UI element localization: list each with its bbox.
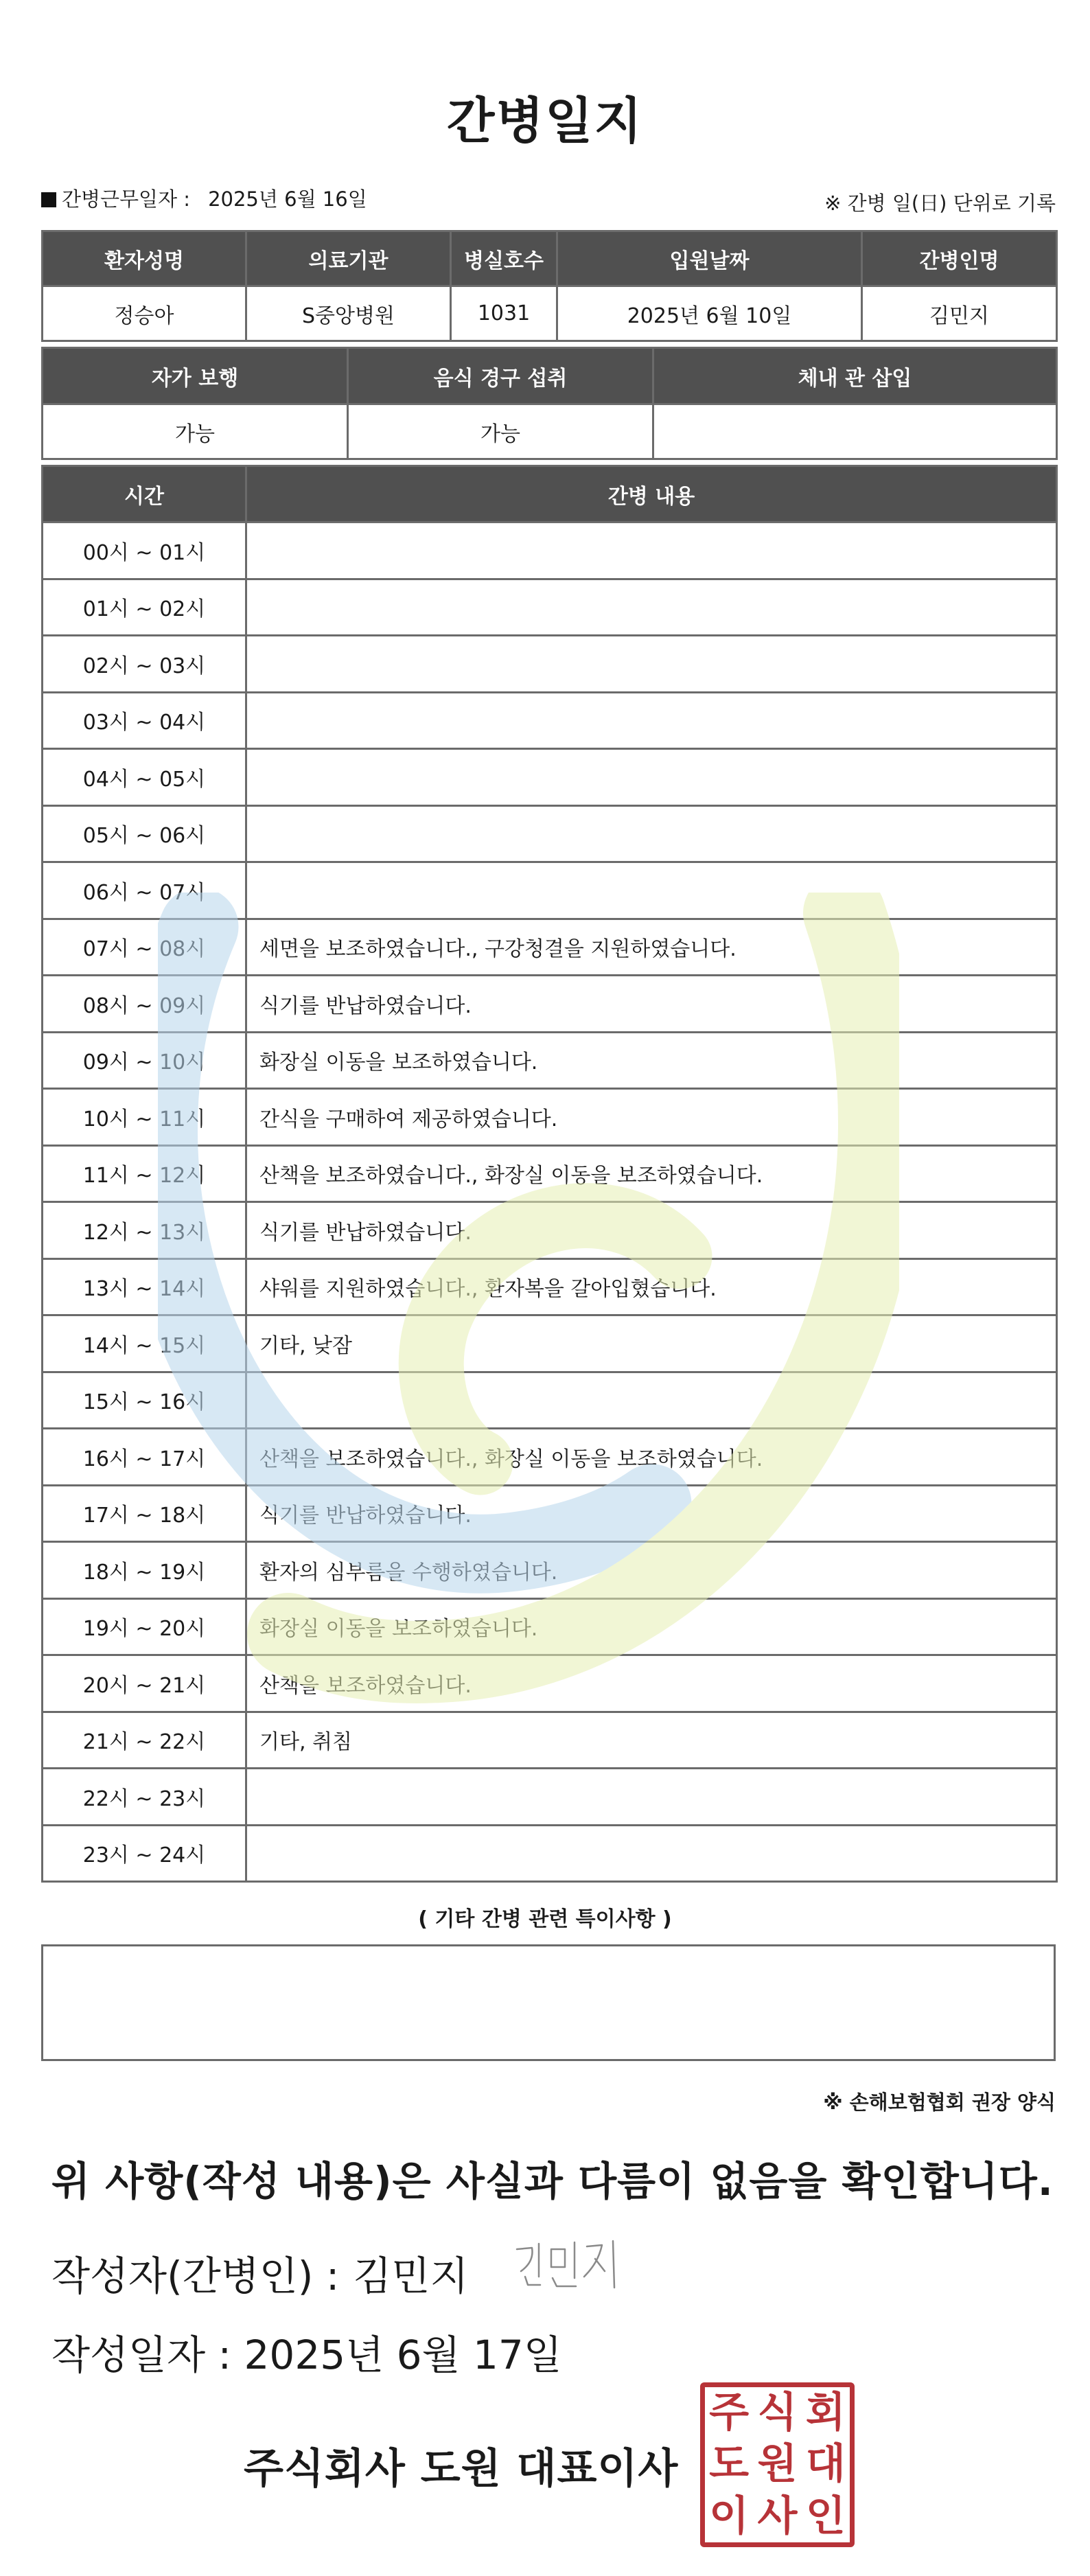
care-content xyxy=(246,1825,1057,1882)
room-number: 1031 xyxy=(451,286,557,341)
table-row xyxy=(43,1712,1057,1769)
time-slot: 20시 ~ 21시 xyxy=(43,1655,246,1712)
table-row xyxy=(43,805,1057,862)
time-slot: 23시 ~ 24시 xyxy=(43,1825,246,1882)
unit-note: ※ 간병 일(日) 단위로 기록 xyxy=(824,192,1056,215)
caregiver-name: 김민지 xyxy=(862,286,1057,341)
header-admission-date: 입원날짜 xyxy=(557,231,862,286)
care-content: 샤워를 지원하였습니다., 환자복을 갈아입혔습니다. xyxy=(246,1258,1057,1315)
care-content: 화장실 이동을 보조하였습니다. xyxy=(246,1032,1057,1089)
stamp-char: 대 xyxy=(805,2440,846,2489)
time-slot: 03시 ~ 04시 xyxy=(43,692,246,749)
care-log-body xyxy=(43,522,1057,1882)
table-row xyxy=(43,1542,1057,1599)
time-slot: 21시 ~ 22시 xyxy=(43,1712,246,1769)
table-row xyxy=(43,976,1057,1033)
care-log-header-row xyxy=(43,466,1057,522)
care-content: 식기를 반납하였습니다. xyxy=(246,1202,1057,1259)
time-slot: 11시 ~ 12시 xyxy=(43,1145,246,1202)
written-date-value: 2025년 6월 17일 xyxy=(244,2332,562,2378)
table-row xyxy=(43,749,1057,806)
confirmation-statement: 위 사항(작성 내용)은 사실과 다름이 없음을 확인합니다. xyxy=(51,2158,1054,2205)
writer-name: 김민지 xyxy=(353,2253,469,2299)
header-oral-intake: 음식 경구 섭취 xyxy=(348,348,653,404)
table-row xyxy=(43,862,1057,919)
stamp-char: 사 xyxy=(757,2492,798,2540)
care-content xyxy=(246,805,1057,862)
care-content: 기타, 취침 xyxy=(246,1712,1057,1769)
patient-status-value-row xyxy=(43,404,1057,459)
table-row xyxy=(43,1145,1057,1202)
table-row xyxy=(43,1202,1057,1259)
header-tube-insertion: 체내 관 삽입 xyxy=(653,348,1057,404)
work-date-value: 2025년 6월 16일 xyxy=(208,187,367,211)
time-slot: 12시 ~ 13시 xyxy=(43,1202,246,1259)
time-slot: 13시 ~ 14시 xyxy=(43,1258,246,1315)
time-slot: 22시 ~ 23시 xyxy=(43,1769,246,1826)
care-content: 환자의 심부름을 수행하였습니다. xyxy=(246,1542,1057,1599)
square-bullet-icon xyxy=(41,192,56,207)
time-slot: 07시 ~ 08시 xyxy=(43,919,246,976)
stamp-char: 이 xyxy=(709,2492,750,2540)
care-content: 산책을 보조하였습니다. xyxy=(246,1655,1057,1712)
time-slot: 14시 ~ 15시 xyxy=(43,1315,246,1372)
header-room-number: 병실호수 xyxy=(451,231,557,286)
handwritten-signature xyxy=(511,2237,628,2292)
header-self-walking: 자가 보행 xyxy=(43,348,348,404)
care-content xyxy=(246,1372,1057,1429)
time-slot: 15시 ~ 16시 xyxy=(43,1372,246,1429)
stamp-char: 주 xyxy=(709,2389,750,2437)
table-row xyxy=(43,1429,1057,1486)
care-content: 화장실 이동을 보조하였습니다. xyxy=(246,1598,1057,1655)
table-row xyxy=(43,1769,1057,1826)
table-row xyxy=(43,1372,1057,1429)
care-log-table xyxy=(41,465,1058,1883)
table-row xyxy=(43,1485,1057,1542)
work-date-line xyxy=(41,184,367,212)
time-slot: 05시 ~ 06시 xyxy=(43,805,246,862)
care-content: 세면을 보조하였습니다., 구강청결을 지원하였습니다. xyxy=(246,919,1057,976)
table-row xyxy=(43,1315,1057,1372)
care-content: 기타, 낮잠 xyxy=(246,1315,1057,1372)
care-content xyxy=(246,636,1057,693)
patient-info-table xyxy=(41,230,1058,342)
care-content: 산책을 보조하였습니다., 화장실 이동을 보조하였습니다. xyxy=(246,1429,1057,1486)
time-slot: 04시 ~ 05시 xyxy=(43,749,246,806)
patient-name: 정승아 xyxy=(43,286,246,341)
time-slot: 18시 ~ 19시 xyxy=(43,1542,246,1599)
header-hospital: 의료기관 xyxy=(246,231,451,286)
time-slot: 02시 ~ 03시 xyxy=(43,636,246,693)
time-slot: 08시 ~ 09시 xyxy=(43,976,246,1033)
time-slot: 01시 ~ 02시 xyxy=(43,579,246,636)
special-notes-box xyxy=(41,1944,1056,2061)
stamp-char: 회 xyxy=(805,2389,846,2437)
stamp-char: 도 xyxy=(709,2440,750,2489)
table-row xyxy=(43,1825,1057,1882)
self-walking-value: 가능 xyxy=(43,404,348,459)
table-row xyxy=(43,1655,1057,1712)
written-date-line xyxy=(51,2323,562,2380)
care-content xyxy=(246,579,1057,636)
document-title: 간병일지 xyxy=(446,92,644,150)
stamp-char: 식 xyxy=(757,2389,798,2437)
header-time: 시간 xyxy=(43,466,246,522)
care-content xyxy=(246,692,1057,749)
header-care-content: 간병 내용 xyxy=(246,466,1057,522)
time-slot: 10시 ~ 11시 xyxy=(43,1089,246,1146)
work-date-label: 간병근무일자 : xyxy=(62,187,191,211)
table-row xyxy=(43,692,1057,749)
patient-info-header-row xyxy=(43,231,1057,286)
table-row xyxy=(43,1258,1057,1315)
tube-insertion-value xyxy=(653,404,1057,459)
care-content: 식기를 반납하였습니다. xyxy=(246,976,1057,1033)
special-notes-title: ( 기타 간병 관련 특이사항 ) xyxy=(418,1907,672,1931)
time-slot: 00시 ~ 01시 xyxy=(43,522,246,579)
stamp-char: 원 xyxy=(757,2440,798,2489)
header-patient-name: 환자성명 xyxy=(43,231,246,286)
care-content: 간식을 구매하여 제공하였습니다. xyxy=(246,1089,1057,1146)
table-row xyxy=(43,919,1057,976)
company-seal-stamp xyxy=(700,2382,855,2547)
table-row xyxy=(43,1032,1057,1089)
writer-line xyxy=(51,2244,469,2301)
table-row xyxy=(43,1089,1057,1146)
patient-status-table xyxy=(41,347,1058,460)
care-content xyxy=(246,522,1057,579)
oral-intake-value: 가능 xyxy=(348,404,653,459)
care-content xyxy=(246,749,1057,806)
writer-label: 작성자(간병인) : xyxy=(51,2253,340,2299)
patient-status-header-row xyxy=(43,348,1057,404)
form-source-note: ※ 손해보험협회 권장 양식 xyxy=(823,2091,1056,2114)
care-content: 식기를 반납하였습니다. xyxy=(246,1485,1057,1542)
time-slot: 06시 ~ 07시 xyxy=(43,862,246,919)
care-content: 산책을 보조하였습니다., 화장실 이동을 보조하였습니다. xyxy=(246,1145,1057,1202)
header-caregiver-name: 간병인명 xyxy=(862,231,1057,286)
table-row xyxy=(43,636,1057,693)
hospital-name: S중앙병원 xyxy=(246,286,451,341)
table-row xyxy=(43,1598,1057,1655)
care-content xyxy=(246,1769,1057,1826)
time-slot: 19시 ~ 20시 xyxy=(43,1598,246,1655)
written-date-label: 작성일자 : xyxy=(51,2332,232,2378)
stamp-char: 인 xyxy=(805,2492,846,2540)
admission-date: 2025년 6월 10일 xyxy=(557,286,862,341)
patient-info-value-row xyxy=(43,286,1057,341)
time-slot: 16시 ~ 17시 xyxy=(43,1429,246,1486)
care-content xyxy=(246,862,1057,919)
table-row xyxy=(43,522,1057,579)
time-slot: 17시 ~ 18시 xyxy=(43,1485,246,1542)
company-representative: 주식회사 도원 대표이사 xyxy=(244,2445,679,2493)
time-slot: 09시 ~ 10시 xyxy=(43,1032,246,1089)
table-row xyxy=(43,579,1057,636)
